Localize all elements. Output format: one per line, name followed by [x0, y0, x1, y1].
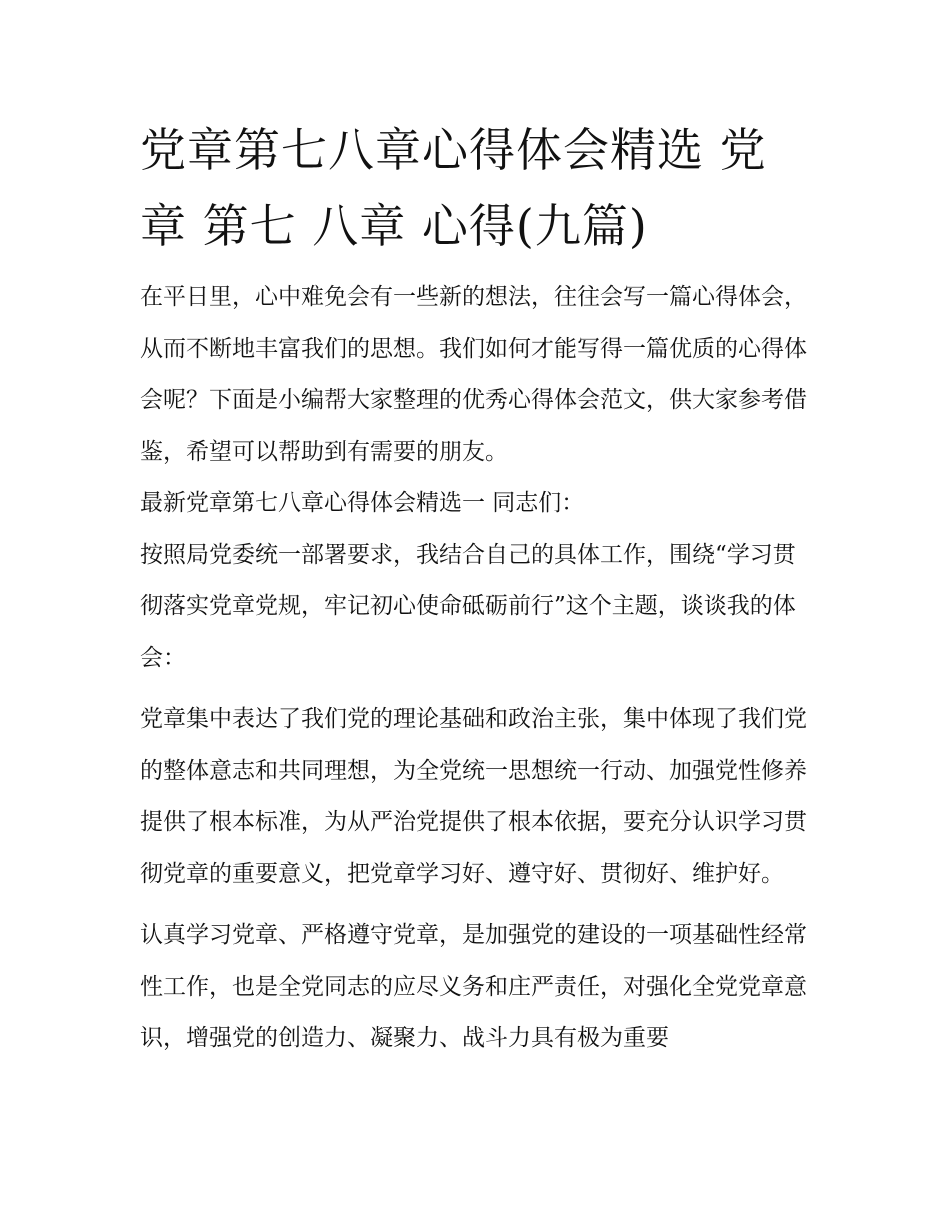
- body-paragraph: 党章集中表达了我们党的理论基础和政治主张，集中体现了我们党的整体意志和共同理想，为全党统一思想统一行动、加强党性修养提供了根本标准，为从严治党提供了根本依据，要充分认识学习贯彻党章的重要意义，把党章学习好、遵守好、贯彻好、维护好。: [140, 706, 807, 887]
- section-heading-paragraph: 最新党章第七八章心得体会精选一 同志们：: [140, 490, 585, 516]
- document-body: [140, 112, 812, 1065]
- body-paragraph: 认真学习党章、严格遵守党章，是加强党的建设的一项基础性经常性工作，也是全党同志的应尽义务和庄严责任，对强化全党党章意识，增强党的创造力、凝聚力、战斗力具有极为重要: [140, 922, 807, 1051]
- body-paragraph: 按照局党委统一部署要求，我结合自己的具体工作，围绕“学习贯彻落实党章党规，牢记初心使命砥砺前行”这个主题，谈谈我的体会：: [140, 541, 796, 671]
- intro-paragraph: 在平日里，心中难免会有一些新的想法，往往会写一篇心得体会，从而不断地丰富我们的思想。我们如何才能写得一篇优质的心得体会呢？下面是小编帮大家整理的优秀心得体会范文，供大家参考借鉴，希望可以帮助到有需要的朋友。: [140, 284, 807, 465]
- document-title: 党章第七八章心得体会精选 党章 第七 八章 心得(九篇): [140, 123, 767, 253]
